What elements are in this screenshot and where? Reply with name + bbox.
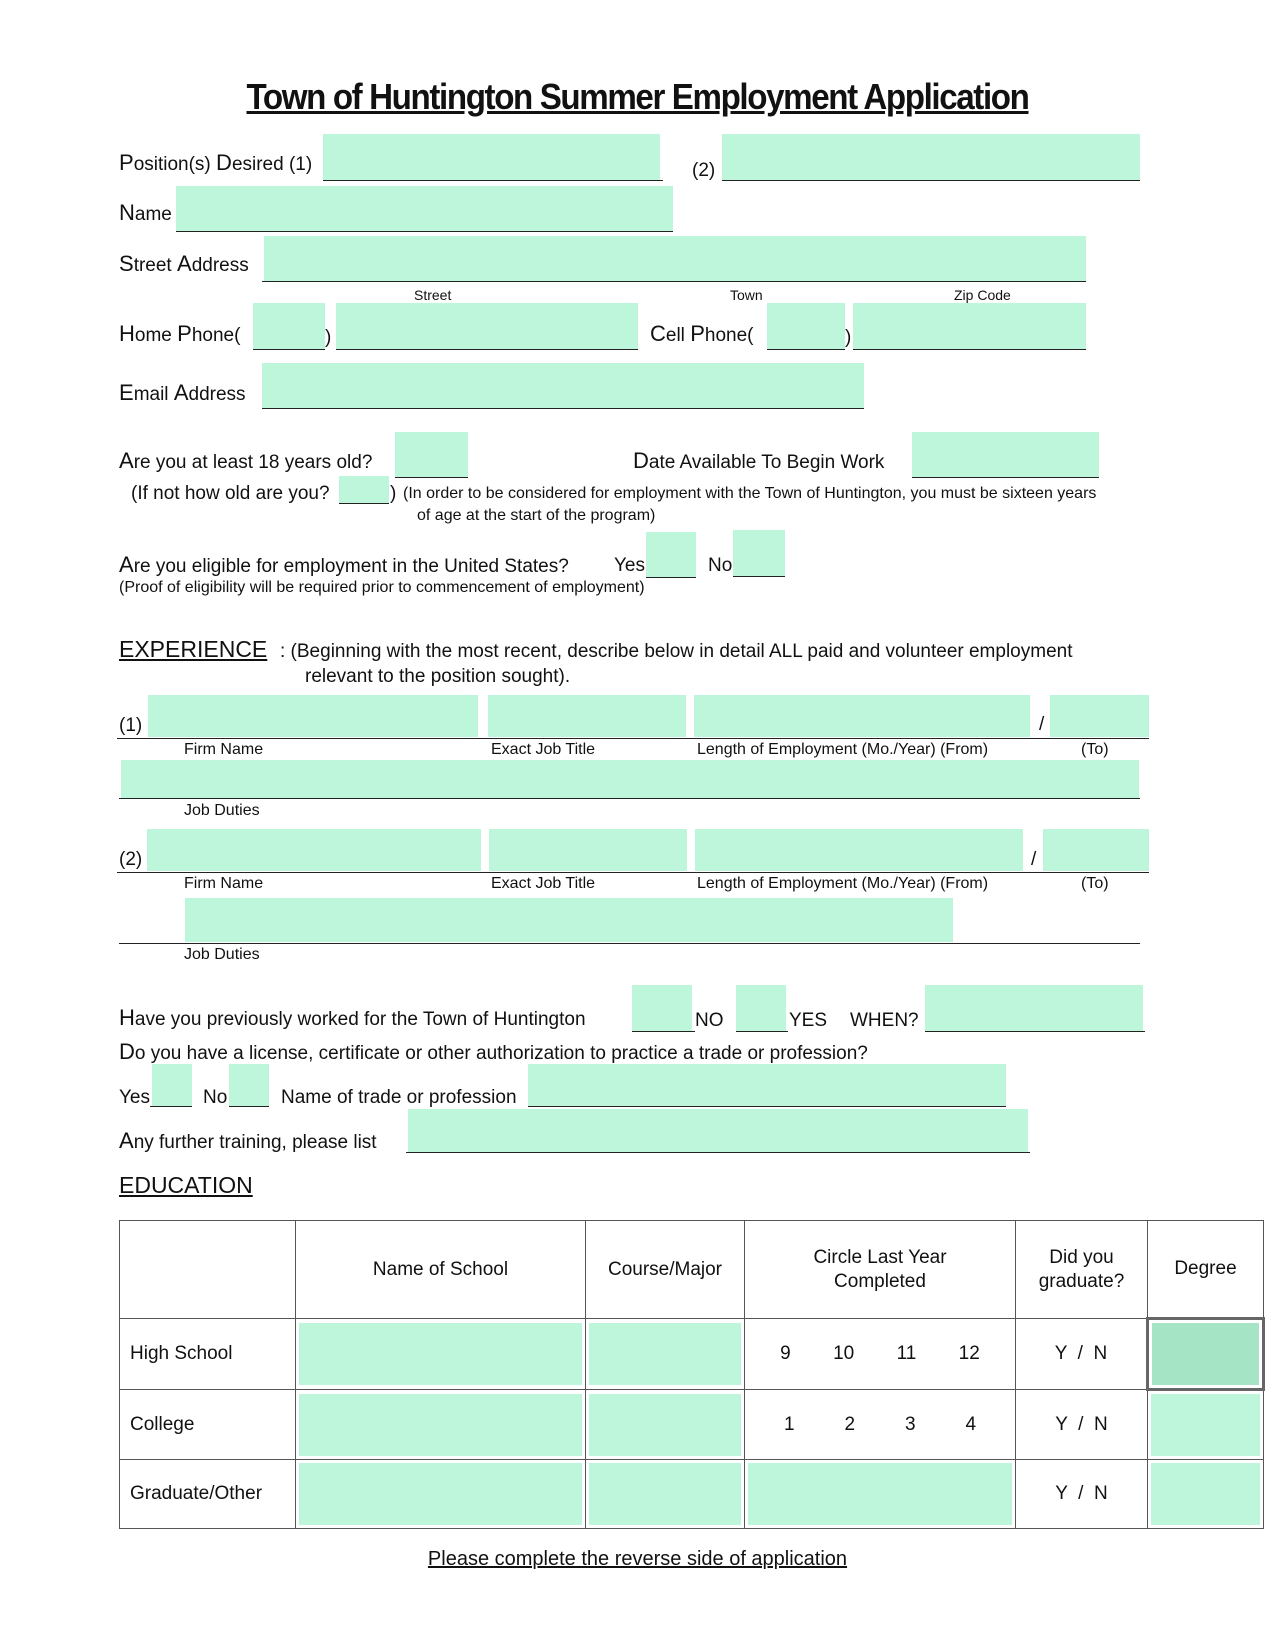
cell-phone-label: Cell Phone( [650,321,754,346]
experience-heading: EXPERIENCE [119,636,268,662]
job-1-length-caption: Length of Employment (Mo./Year) (From) [697,741,989,758]
age-note-2: of age at the start of the program) [417,507,656,524]
license-yes-line [150,1106,192,1107]
email-label: Email Address [119,380,246,405]
row-label: College [120,1390,296,1460]
footer-note: Please complete the reverse side of application [427,1548,848,1570]
grad-course-field[interactable] [589,1463,741,1525]
eligibility-no-label: No [708,555,733,576]
job-1-slash: / [1039,714,1045,735]
hs-degree-field[interactable] [1152,1323,1259,1385]
previous-employment-question: Have you previously worked for the Town of Huntington [119,1005,586,1030]
cell-area-code-field[interactable] [767,303,845,349]
header-blank [120,1221,296,1319]
cell-paren: ) [845,327,852,348]
hs-course-field[interactable] [589,1323,741,1385]
year-option[interactable]: 9 [780,1343,791,1364]
college-row [120,1390,1264,1460]
job-2-firm-field[interactable] [147,829,481,871]
hs-school-field[interactable] [299,1323,582,1385]
home-area-code-field[interactable] [253,303,325,349]
license-yes-field[interactable] [152,1064,192,1106]
previous-yes-label: YES [789,1010,828,1031]
job-1-firm-field[interactable] [148,695,478,737]
job-2-length-caption: Length of Employment (Mo./Year) (From) [697,875,989,892]
job-1-to-caption: (To) [1081,741,1109,758]
job-2-title-caption: Exact Job Title [491,875,596,892]
age-note-1: (In order to be considered for employment with the Town of Huntington, you must be sixteen years [403,485,1097,502]
year-option[interactable]: 11 [896,1343,917,1364]
position-label: Position(s) Desired (1) [119,150,313,175]
date-available-label: Date Available To Begin Work [633,448,885,473]
job-2-duties-caption: Job Duties [184,946,260,963]
job-1-number: (1) [119,715,143,736]
age-field[interactable] [395,432,468,478]
eligibility-question: Are you eligible for employment in the United States? [119,552,569,577]
year-option[interactable]: 4 [965,1413,977,1435]
email-line [262,408,864,409]
job-2-to-field[interactable] [1043,829,1149,871]
previous-no-line [632,1031,695,1032]
eligibility-yes-label: Yes [614,555,645,576]
year-option[interactable]: 1 [783,1413,795,1435]
position-2-label: (2) [692,160,716,181]
previous-yes-line [736,1031,788,1032]
grad-graduate-choice[interactable]: Y / N [1016,1460,1148,1529]
job-1-line [117,738,1149,739]
college-year-options [745,1414,1015,1436]
age-under-field[interactable] [339,476,389,504]
previous-when-field[interactable] [925,985,1143,1031]
job-2-firm-caption: Firm Name [184,875,264,892]
age-line [395,477,468,478]
year-option[interactable]: 10 [833,1343,855,1364]
age-sub-close: ) [390,483,397,504]
street-caption: Street [414,287,452,303]
address-field[interactable] [264,236,1086,282]
training-label: Any further training, please list [119,1128,377,1153]
job-2-line [117,872,1149,873]
home-phone-field[interactable] [336,303,638,349]
job-2-title-field[interactable] [489,829,687,871]
position-2-field[interactable] [722,134,1140,180]
address-line [262,281,1086,282]
previous-yes-field[interactable] [736,985,786,1031]
age-under-line [339,503,389,504]
eligibility-no-field[interactable] [733,530,785,576]
education-heading: EDUCATION [119,1172,253,1198]
town-caption: Town [730,287,763,303]
training-field[interactable] [408,1109,1028,1152]
job-1-duties-caption: Job Duties [184,802,260,819]
cell-phone-field[interactable] [853,303,1086,349]
education-table [119,1220,1265,1529]
grad-degree-field[interactable] [1151,1463,1260,1525]
previous-when-label: WHEN? [850,1010,919,1031]
job-1-to-field[interactable] [1050,695,1149,737]
header-graduate: Did you graduate? [1016,1221,1148,1319]
job-2-number: (2) [119,849,143,870]
trade-line [528,1106,1006,1107]
education-header-row [120,1221,1264,1319]
high-school-row [120,1319,1264,1390]
grad-year-field[interactable] [748,1463,1012,1525]
job-1-firm-caption: Firm Name [184,741,264,758]
license-no-field[interactable] [229,1064,269,1106]
form-title: Town of Huntington Summer Employment Application [246,76,1029,117]
zip-caption: Zip Code [954,287,1011,303]
position-1-line [323,180,663,181]
email-field[interactable] [262,363,864,409]
name-field[interactable] [176,186,673,232]
job-2-to-caption: (To) [1081,875,1109,892]
name-label: Name [119,200,172,225]
job-2-duties-line [119,943,1140,944]
college-course-field[interactable] [589,1394,741,1456]
date-available-field[interactable] [912,432,1099,478]
hs-graduate-choice[interactable]: Y / N [1016,1319,1148,1390]
trade-label: Name of trade or profession [281,1087,517,1108]
job-1-from-field[interactable] [694,695,1030,737]
home-area-line [253,349,325,350]
hs-year-options [745,1343,1015,1365]
license-yes-label: Yes [119,1087,150,1108]
eligibility-yes-line [646,577,696,578]
job-2-duties-field[interactable] [185,898,953,942]
experience-intro-1: : (Beginning with the most recent, describe below in detail ALL paid and volunteer employment [280,641,1073,662]
header-course: Course/Major [586,1221,745,1319]
home-paren: ) [325,327,332,348]
header-degree: Degree [1148,1221,1264,1319]
position-1-field[interactable] [323,134,660,180]
trade-field[interactable] [528,1064,1006,1106]
college-graduate-choice[interactable]: Y / N [1016,1390,1148,1460]
job-2-from-field[interactable] [695,829,1023,871]
eligibility-note: (Proof of eligibility will be required prior to commencement of employment) [119,579,645,596]
row-label: Graduate/Other [120,1460,296,1529]
position-2-line [722,180,1140,181]
year-option[interactable]: 2 [844,1413,856,1435]
name-line [176,231,673,232]
header-last-year: Circle Last Year Completed [745,1221,1016,1319]
license-question: Do you have a license, certificate or other authorization to practice a trade or profession? [119,1039,868,1064]
grad-school-field[interactable] [299,1463,582,1525]
row-label: High School [120,1319,296,1390]
license-no-line [229,1106,269,1107]
eligibility-no-line [733,576,785,577]
header-school: Name of School [296,1221,586,1319]
graduate-row [120,1460,1264,1529]
previous-no-field[interactable] [632,985,692,1031]
job-1-title-field[interactable] [488,695,686,737]
year-option[interactable]: 3 [904,1413,916,1435]
previous-when-line [925,1031,1145,1032]
cell-area-line [767,349,845,350]
job-1-title-caption: Exact Job Title [491,741,596,758]
experience-intro-2: relevant to the position sought). [305,666,571,687]
training-line [406,1152,1030,1153]
previous-no-label: NO [695,1010,724,1031]
address-label: Street Address [119,251,249,276]
college-degree-field[interactable] [1151,1394,1260,1456]
age-question: Are you at least 18 years old? [119,448,373,473]
college-school-field[interactable] [299,1394,582,1456]
eligibility-yes-field[interactable] [646,532,696,578]
date-available-line [912,477,1099,478]
home-phone-label: Home Phone( [119,321,241,346]
year-option[interactable]: 12 [958,1343,980,1364]
job-2-slash: / [1031,849,1037,870]
home-phone-line [336,349,638,350]
age-sub-label: (If not how old are you? [131,483,330,504]
cell-phone-line [853,349,1086,350]
license-no-label: No [203,1087,228,1108]
job-1-duties-field[interactable] [121,760,1139,798]
job-1-duties-line [119,798,1140,799]
